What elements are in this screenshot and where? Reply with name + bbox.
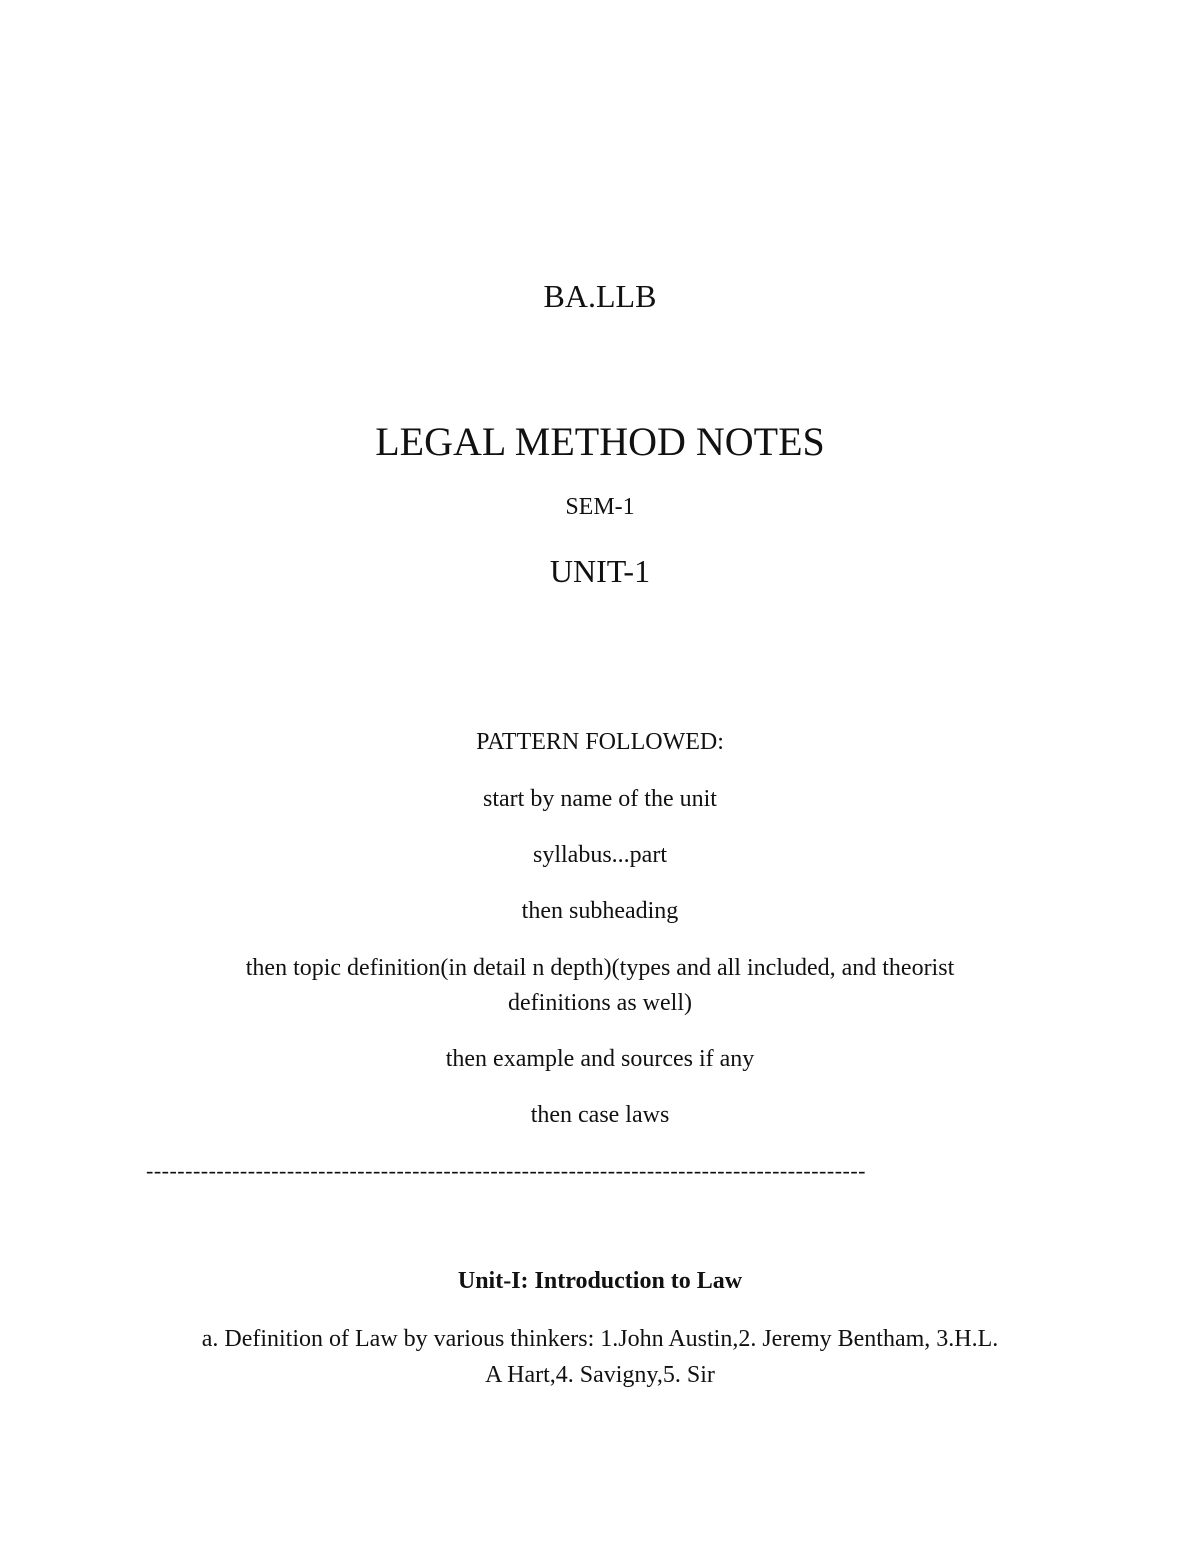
unit-label: UNIT-1 — [549, 553, 651, 589]
pattern-item: then subheading — [521, 898, 679, 924]
pattern-heading: PATTERN FOLLOWED: — [476, 729, 724, 755]
pattern-item-continued: definitions as well) — [508, 990, 692, 1016]
section-paragraph-line: a. Definition of Law by various thinkers: 1.John Austin,2. Jeremy Bentham, 3.H.L. — [201, 1326, 999, 1352]
pattern-item: then case laws — [530, 1102, 670, 1128]
page-title: LEGAL METHOD NOTES — [375, 419, 825, 464]
pattern-item: then example and sources if any — [445, 1046, 755, 1072]
pattern-item: then topic definition(in detail n depth)(types and all included, and theorist — [245, 955, 955, 981]
semester-label: SEM-1 — [565, 494, 635, 520]
section-paragraph-line: A Hart,4. Savigny,5. Sir — [485, 1362, 715, 1388]
section-heading: Unit-I: Introduction to Law — [457, 1268, 743, 1294]
degree-title: BA.LLB — [543, 278, 657, 314]
pattern-item: start by name of the unit — [483, 786, 717, 812]
pattern-item: syllabus...part — [533, 842, 667, 868]
dashed-separator: -------------------------------------------------------------------------------------------- — [146, 1158, 867, 1183]
